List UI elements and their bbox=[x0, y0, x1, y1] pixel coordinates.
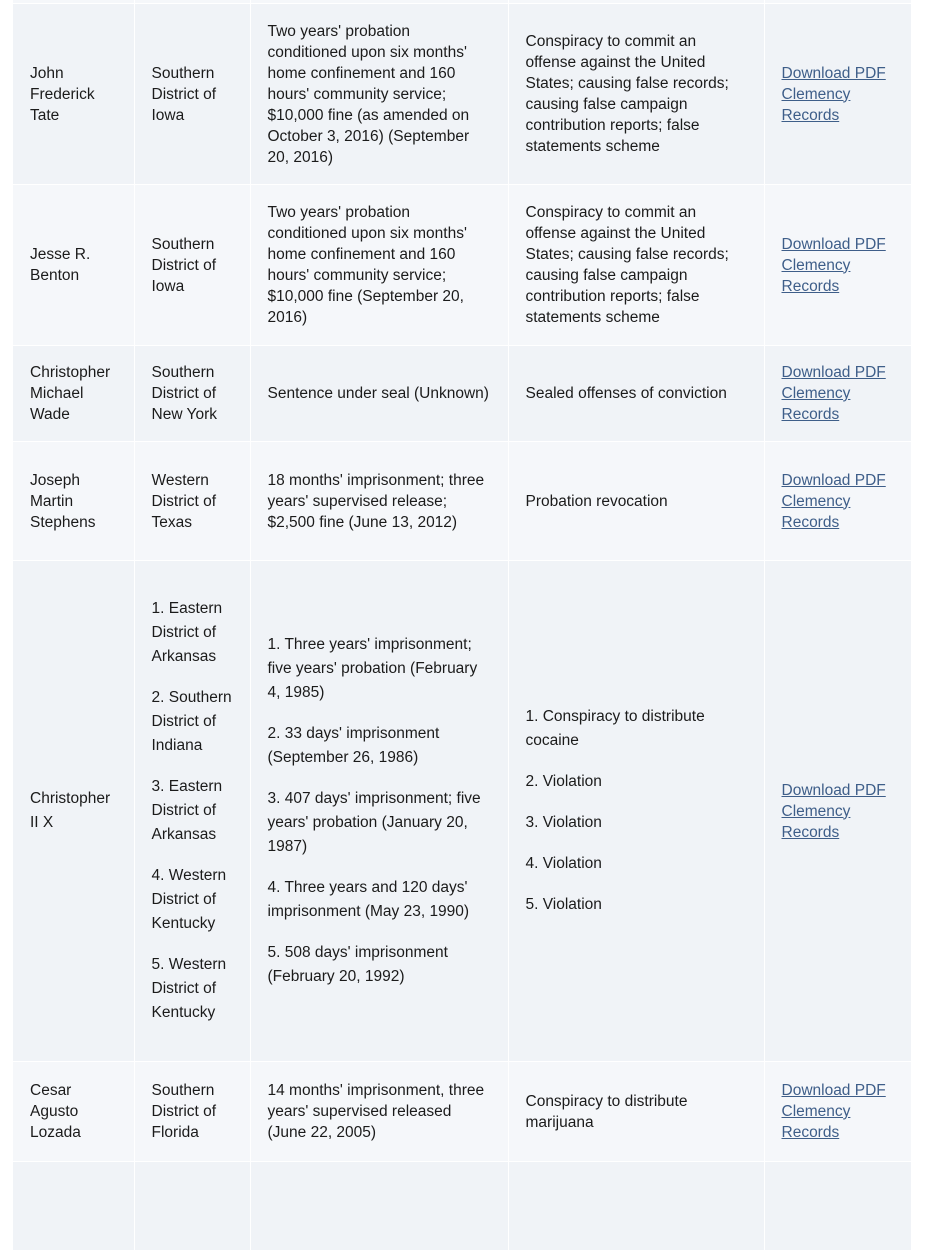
district-cell: Southern District of Iowa bbox=[134, 185, 250, 346]
offense-cell bbox=[508, 561, 764, 1062]
offense-cell: Sealed offenses of conviction bbox=[508, 346, 764, 442]
name-cell: Jesse R. Benton bbox=[13, 185, 134, 346]
name-cell: Christopher Michael Wade bbox=[13, 346, 134, 442]
district-item: 2. Southern District of Indiana bbox=[151, 689, 232, 754]
link-cell bbox=[764, 185, 911, 346]
district-cell: Southern District of Florida bbox=[134, 1062, 250, 1162]
district-item: 1. Eastern District of Arkansas bbox=[151, 600, 223, 665]
link-cell bbox=[764, 1162, 911, 1251]
download-pdf-link[interactable]: Download PDF Clemency Records bbox=[781, 1082, 886, 1141]
link-cell bbox=[764, 561, 911, 1062]
sentence-cell: Two years' probation conditioned upon six months' home confinement and 160 hours' community service; $10,000 fine (as amended on October 3, 2016) (September 20, 2016) bbox=[250, 4, 508, 185]
table-row bbox=[13, 1062, 911, 1162]
name-cell: John Frederick Tate bbox=[13, 4, 134, 185]
table-row-partial bbox=[13, 1162, 911, 1251]
offense-item: 4. Violation bbox=[525, 855, 602, 872]
table-row bbox=[13, 442, 911, 561]
sentence-item: 1. Three years' imprisonment; five years' probation (February 4, 1985) bbox=[267, 636, 478, 701]
district-cell: Southern District of New York bbox=[134, 346, 250, 442]
sentence-cell: Two years' probation conditioned upon six months' home confinement and 160 hours' community service; $10,000 fine (September 20, 2016) bbox=[250, 185, 508, 346]
sentence-cell bbox=[250, 1162, 508, 1251]
name-cell: Christopher II X bbox=[13, 561, 134, 1062]
sentence-cell: Sentence under seal (Unknown) bbox=[250, 346, 508, 442]
district-item: 5. Western District of Kentucky bbox=[151, 956, 227, 1021]
name-cell: Cesar Agusto Lozada bbox=[13, 1062, 134, 1162]
clemency-table bbox=[13, 0, 911, 1251]
offense-cell: Conspiracy to distribute marijuana bbox=[508, 1062, 764, 1162]
table-row bbox=[13, 561, 911, 1062]
offense-item: 5. Violation bbox=[525, 896, 602, 913]
district-cell bbox=[134, 561, 250, 1062]
sentence-cell: 14 months' imprisonment, three years' supervised released (June 22, 2005) bbox=[250, 1062, 508, 1162]
clemency-table-container bbox=[13, 0, 911, 1251]
download-pdf-link[interactable]: Download PDF Clemency Records bbox=[781, 364, 886, 423]
offense-cell: Conspiracy to commit an offense against the United States; causing false records; causing false campaign contribution reports; false statements scheme bbox=[508, 4, 764, 185]
offense-item: 3. Violation bbox=[525, 814, 602, 831]
link-cell bbox=[764, 346, 911, 442]
sentence-item: 2. 33 days' imprisonment (September 26, 1986) bbox=[267, 725, 440, 766]
name-cell: Joseph Martin Stephens bbox=[13, 442, 134, 561]
district-item: 3. Eastern District of Arkansas bbox=[151, 778, 223, 843]
table-row bbox=[13, 346, 911, 442]
link-cell bbox=[764, 442, 911, 561]
offense-cell bbox=[508, 1162, 764, 1251]
download-pdf-link[interactable]: Download PDF Clemency Records bbox=[781, 64, 886, 124]
offense-cell: Conspiracy to commit an offense against the United States; causing false records; causing false campaign contribution reports; false statements scheme bbox=[508, 185, 764, 346]
offense-item: 2. Violation bbox=[525, 773, 602, 790]
table-row bbox=[13, 185, 911, 346]
sentence-item: 5. 508 days' imprisonment (February 20, 1992) bbox=[267, 944, 448, 985]
sentence-item: 4. Three years and 120 days' imprisonment (May 23, 1990) bbox=[267, 879, 470, 920]
district-cell: Western District of Texas bbox=[134, 442, 250, 561]
district-item: 4. Western District of Kentucky bbox=[151, 867, 227, 932]
sentence-cell: 18 months' imprisonment; three years' supervised release; $2,500 fine (June 13, 2012) bbox=[250, 442, 508, 561]
district-cell bbox=[134, 1162, 250, 1251]
offense-item: 1. Conspiracy to distribute cocaine bbox=[525, 708, 705, 749]
district-cell: Southern District of Iowa bbox=[134, 4, 250, 185]
table-row bbox=[13, 4, 911, 185]
download-pdf-link[interactable]: Download PDF Clemency Records bbox=[781, 235, 886, 295]
link-cell bbox=[764, 1062, 911, 1162]
link-cell bbox=[764, 4, 911, 185]
sentence-item: 3. 407 days' imprisonment; five years' probation (January 20, 1987) bbox=[267, 790, 481, 855]
sentence-cell bbox=[250, 561, 508, 1062]
download-pdf-link[interactable]: Download PDF Clemency Records bbox=[781, 471, 886, 531]
offense-cell: Probation revocation bbox=[508, 442, 764, 561]
name-cell bbox=[13, 1162, 134, 1251]
download-pdf-link[interactable]: Download PDF Clemency Records bbox=[781, 781, 886, 841]
